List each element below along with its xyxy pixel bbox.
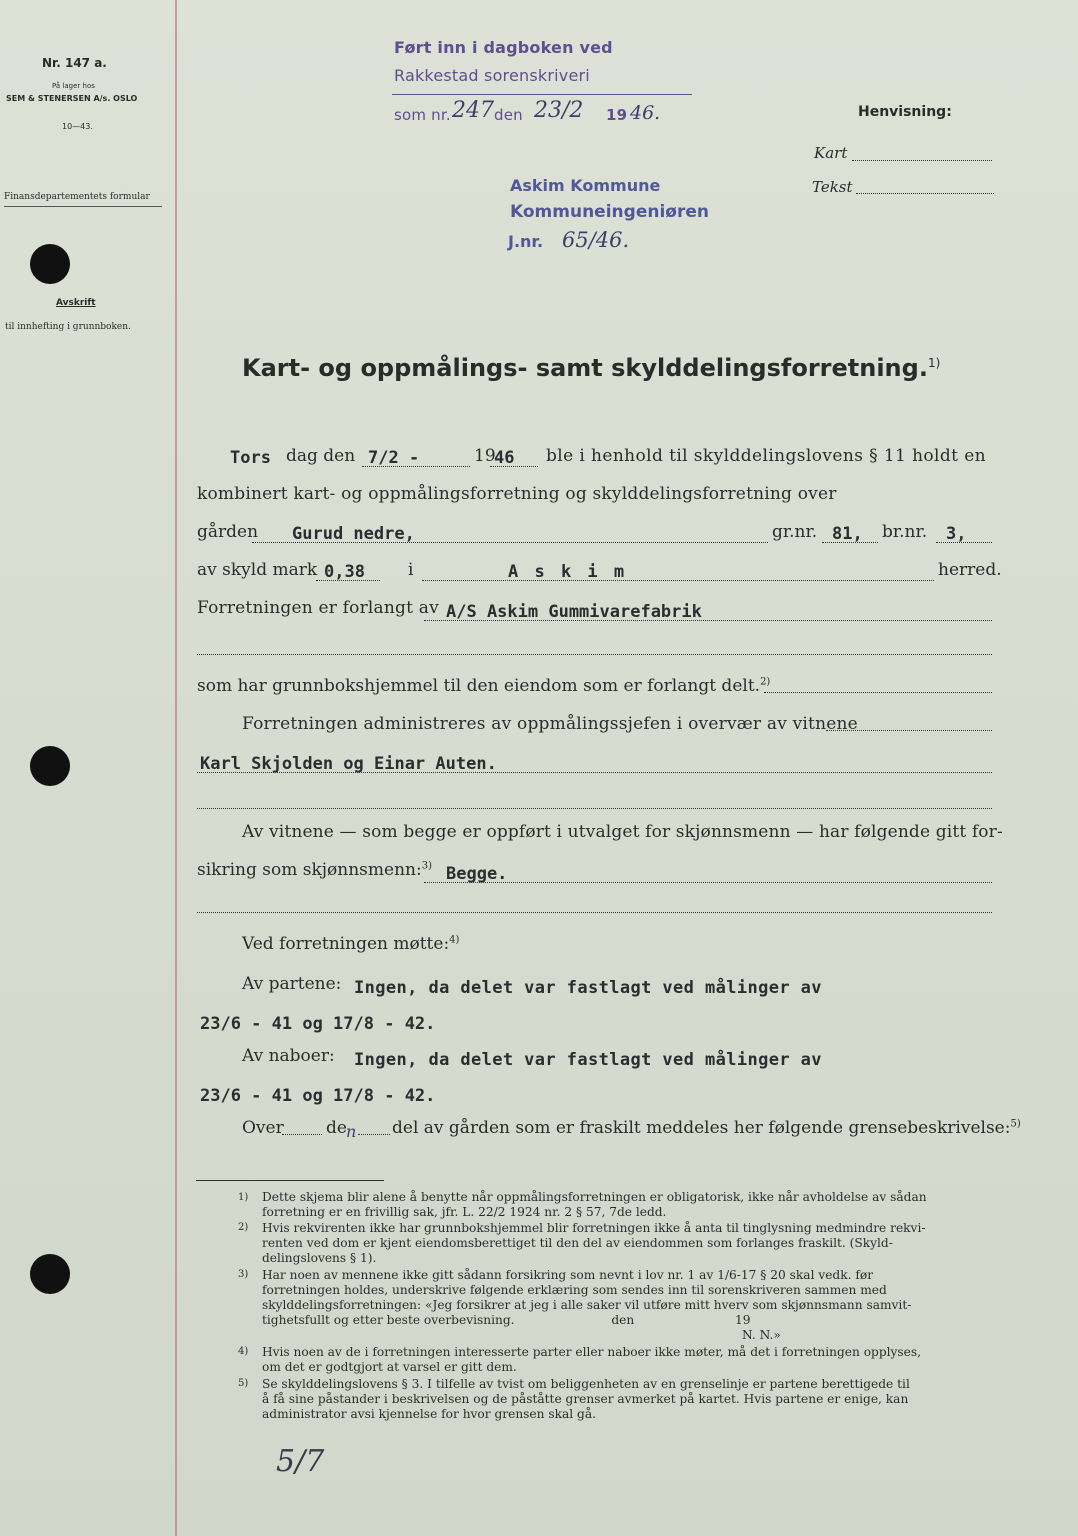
vitner-field-line — [197, 772, 992, 773]
stamp-year-prefix: 19 — [606, 106, 628, 124]
margin-rule — [175, 0, 177, 1536]
stamp-som-nr-value: 247 — [452, 98, 494, 123]
askim-stamp-line-2: Kommuneingeniøren — [510, 202, 709, 222]
date-value: 7/2 - — [368, 448, 420, 468]
grnr-value: 81, — [832, 524, 863, 544]
forlangt-field-line — [424, 620, 992, 621]
form-line-2: kombinert kart- og oppmålingsforretning og skylddelingsforretning over — [197, 484, 837, 504]
skyld-value: 0,38 — [324, 562, 365, 582]
footnote-1-line-1: Dette skjema blir alene å benytte når oppmålingsforretningen er obligatorisk, ikke når avholdelse av sådan — [262, 1190, 927, 1204]
skyld-label: av skyld mark — [197, 560, 318, 580]
herred-label: herred. — [938, 560, 1002, 580]
henvisning-label: Henvisning: — [858, 104, 952, 120]
naboer-label: Av naboer: — [242, 1046, 335, 1066]
grunnbok-footnote-ref: 2) — [760, 676, 771, 688]
stamp-year-suffix: 46. — [630, 102, 661, 124]
printer-line-2: SEM & STENERSEN A/s. OSLO — [6, 94, 138, 103]
herred-field-line — [422, 580, 934, 581]
i-label: i — [408, 560, 414, 580]
over-rest — [392, 1118, 1021, 1138]
finans-rule — [4, 206, 162, 207]
finans-label: Finansdepartementets formular — [4, 192, 150, 202]
vitnene-line-2-label: sikring som skjønnsmenn: — [197, 860, 422, 880]
motte-text — [242, 934, 459, 954]
footnote-5-line-2: å få sine påstander i beskrivelsen og de påståtte grenser avmerket på kartet. Hvis partene er enige, kan — [262, 1392, 909, 1406]
footnote-3-num: 3) — [238, 1269, 249, 1280]
handwritten-mark: 5/7 — [276, 1444, 325, 1479]
footnote-5-line-1: Se skylddelingslovens § 3. I tilfelle av tvist om beliggenheten av en grenselinje er partene berettigede til — [262, 1377, 910, 1391]
vitner-field-line-2 — [197, 808, 992, 809]
grunnbok-field-line — [764, 692, 992, 693]
vitnene-field-line-2 — [197, 912, 992, 913]
footnote-2-line-3: delingslovens § 1). — [262, 1251, 377, 1265]
over-den-field-line — [358, 1134, 390, 1135]
footnote-3-line-3: skylddelingsforretningen: «Jeg forsikrer at jeg i alle saker vil utføre mitt hverv som skjønnsmann samvit- — [262, 1298, 912, 1312]
forlangt-value: A/S Askim Gummivarefabrik — [446, 602, 702, 622]
askim-stamp-jnr-label: J.nr. — [508, 232, 544, 251]
skyld-field-line — [316, 580, 380, 581]
kart-field-line — [852, 160, 992, 161]
over-den-label: de — [326, 1118, 347, 1138]
grunnbok-label: som har grunnbokshjemmel til den eiendom som er forlangt delt. — [197, 676, 761, 696]
punch-hole-top — [30, 244, 70, 284]
herred-value: A s k i m — [508, 562, 628, 582]
garden-field-line — [252, 542, 768, 543]
year-prefix: 19 — [474, 446, 496, 466]
document-title — [242, 354, 940, 382]
footnote-1-num: 1) — [238, 1192, 249, 1203]
over-den-hand: n — [346, 1122, 357, 1141]
over-footnote-ref: 5) — [1010, 1118, 1021, 1130]
footnote-3-line-1: Har noen av mennene ikke gitt sådann forsikring som nevnt i lov nr. 1 av 1/6-17 § 20 skal vedk. før — [262, 1268, 874, 1282]
stamp-line-2: Rakkestad sorenskriveri — [394, 66, 590, 85]
naboer-value-2: 23/6 - 41 og 17/8 - 42. — [200, 1086, 436, 1106]
form-line-1-rest: ble i henhold til skylddelingslovens § 11 holdt en — [546, 446, 987, 466]
vitnene-field-line — [424, 882, 992, 883]
stamp-date-value: 23/2 — [534, 98, 584, 123]
brnr-field-line — [936, 542, 992, 543]
dag-den-label: dag den — [286, 446, 356, 466]
motte-footnote-ref: 4) — [449, 934, 460, 946]
tekst-field-line — [856, 193, 994, 194]
grunnbok-text — [197, 676, 770, 696]
footnote-2-line-1: Hvis rekvirenten ikke har grunnbokshjemmel blir forretningen ikke å anta til tinglysning medmindre rekvi- — [262, 1221, 926, 1235]
date-field-line — [362, 466, 470, 467]
stamp-rule — [392, 94, 692, 95]
footnote-4-num: 4) — [238, 1346, 249, 1357]
grnr-label: gr.nr. — [772, 522, 818, 542]
innhefting-label: til innhefting i grunnboken. — [5, 322, 131, 332]
naboer-value-1: Ingen, da delet var fastlagt ved målinger av — [354, 1050, 822, 1070]
partene-value-2: 23/6 - 41 og 17/8 - 42. — [200, 1014, 436, 1034]
footnote-4-line-1: Hvis noen av de i forretningen interesserte parter eller naboer ikke møter, må det i forretningen opplyses, — [262, 1345, 922, 1359]
askim-stamp-jnr-value: 65/46. — [562, 228, 630, 252]
askim-stamp-line-1: Askim Kommune — [510, 176, 661, 195]
administreres-text: Forretningen administreres av oppmålingssjefen i overvær av vitnene — [242, 714, 858, 734]
vitnene-value: Begge. — [446, 864, 508, 884]
partene-label: Av partene: — [242, 974, 342, 994]
vitnene-line-2 — [197, 860, 432, 880]
footnote-separator — [196, 1180, 384, 1181]
printer-line-3: 10—43. — [62, 122, 93, 131]
vitnene-line-1: Av vitnene — som begge er oppført i utvalget for skjønnsmenn — har følgende gitt for- — [242, 822, 1003, 842]
footnote-3-line-4: tighetsfullt og etter beste overbevisning. den 19 — [262, 1313, 751, 1327]
weekday-value: Tors — [230, 448, 271, 468]
vitner-value: Karl Skjolden og Einar Auten. — [200, 754, 497, 774]
footnote-2-num: 2) — [238, 1222, 249, 1233]
partene-value-1: Ingen, da delet var fastlagt ved målinger av — [354, 978, 822, 998]
forlangt-label: Forretningen er forlangt av — [197, 598, 439, 618]
stamp-som-nr-label: som nr. — [394, 106, 451, 124]
administreres-field-line — [826, 730, 992, 731]
document-title-text: Kart- og oppmålings- samt skylddelingsforretning. — [242, 354, 928, 382]
garden-label: gården — [197, 522, 259, 542]
punch-hole-bottom — [30, 1254, 70, 1294]
motte-label: Ved forretningen møtte: — [242, 934, 450, 954]
footnote-nn: N. N.» — [742, 1328, 781, 1342]
over-field-line — [282, 1134, 322, 1135]
title-footnote-ref: 1) — [927, 356, 941, 370]
grnr-field-line — [822, 542, 878, 543]
garden-value: Gurud nedre, — [292, 524, 415, 544]
footnote-4-line-2: om det er godtgjort at varsel er gitt dem. — [262, 1360, 517, 1374]
forlangt-field-line-2 — [197, 654, 992, 655]
avskrift-label: Avskrift — [56, 298, 96, 308]
year-field-line — [490, 466, 538, 467]
footnote-3-line-2: forretningen holdes, underskrive følgende erklæring som sendes inn til sorenskriveren sammen med — [262, 1283, 887, 1297]
year-value: 46 — [494, 448, 515, 468]
footnote-2-line-2: renten ved dom er kjent eiendomsberettiget til den del av eiendommen som forlanges fraskilt. (Skyld- — [262, 1236, 893, 1250]
stamp-den-label: den — [494, 106, 523, 124]
over-rest-label: del av gården som er fraskilt meddeles her følgende grensebeskrivelse: — [392, 1118, 1011, 1138]
footnote-1-line-2: forretning er en frivillig sak, jfr. L. 22/2 1924 nr. 2 § 57, 7de ledd. — [262, 1205, 667, 1219]
footnote-5-line-3: administrator avsi kjennelse for hvor grensen skal gå. — [262, 1407, 596, 1421]
printer-line-1: På lager hos — [52, 82, 95, 90]
kart-label: Kart — [814, 144, 848, 162]
brnr-value: 3, — [946, 524, 967, 544]
brnr-label: br.nr. — [882, 522, 928, 542]
footnote-5-num: 5) — [238, 1378, 249, 1389]
form-number: Nr. 147 a. — [42, 56, 107, 70]
punch-hole-middle — [30, 746, 70, 786]
over-label: Over — [242, 1118, 284, 1138]
tekst-label: Tekst — [812, 178, 853, 196]
vitnene-footnote-ref: 3) — [421, 860, 432, 872]
stamp-line-1: Ført inn i dagboken ved — [394, 38, 613, 57]
